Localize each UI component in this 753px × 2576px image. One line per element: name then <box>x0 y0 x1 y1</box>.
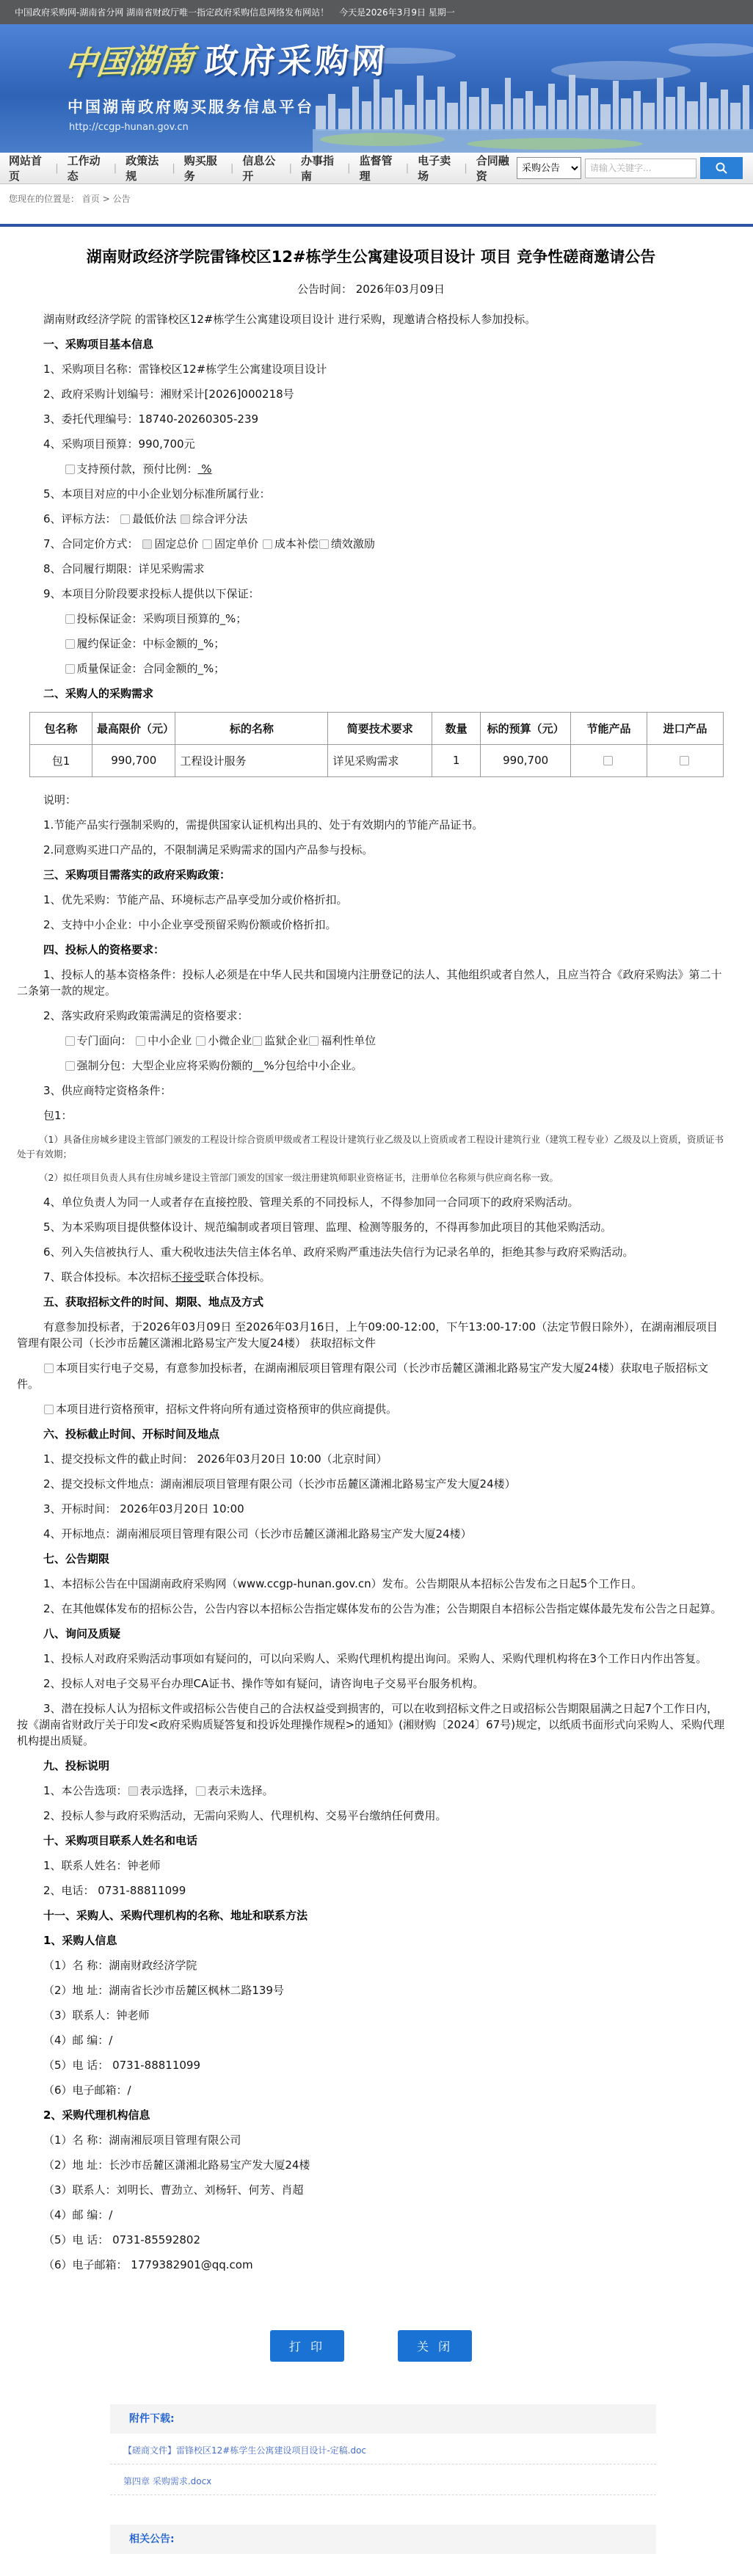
print-button[interactable]: 打 印 <box>270 2330 344 2362</box>
announcement-document <box>0 246 753 2576</box>
section-heading: 十一、采购人、采购代理机构的名称、地址和联系方法 <box>43 1908 308 1922</box>
article-paragraph: （1）具备住房城乡建设主管部门颁发的工程设计综合资质甲级或者工程设计建筑行业乙级及以上资质或者工程设计建筑行业（建筑工程专业）乙级及以上资质，资质证书处于有效期； <box>17 1133 724 1160</box>
article-paragraph: 本项目进行资格预审，招标文件将向所有通过资格预审的供应商提供。 <box>17 1397 725 1422</box>
article-paragraph: 支持预付款，预付比例： % <box>17 456 725 481</box>
article-paragraph: 2、投标人对电子交易平台办理CA证书、操作等如有疑问，请咨询电子交易平台服务机构。 <box>43 1676 484 1690</box>
nav-item-5[interactable]: 办事指南 <box>300 154 334 183</box>
checkbox-unchecked-icon <box>309 1036 319 1046</box>
breadcrumb <box>0 184 753 224</box>
section-heading: 七、公告期限 <box>43 1551 110 1565</box>
section-heading: 一、采购项目基本信息 <box>43 337 154 351</box>
section-heading: 五、获取招标文件的时间、期限、地点及方式 <box>43 1295 264 1309</box>
section-heading: 1、采购人信息 <box>43 1933 117 1947</box>
table-cell: 990,700 <box>481 744 571 776</box>
article-paragraph: 2、提交投标文件地点：湖南湘辰项目管理有限公司（长沙市岳麓区潇湘北路易宝产发大厦24楼） <box>43 1477 516 1491</box>
article-paragraph: （4）邮 编：/ <box>43 2033 113 2047</box>
article-paragraph: 4、单位负责人为同一人或者存在直接控股、管理关系的不同投标人，不得参加同一合同项下的政府采购活动。 <box>43 1195 579 1209</box>
article-paragraph: 1、联系人姓名：钟老师 <box>43 1858 161 1872</box>
checkbox-unchecked-icon <box>120 514 130 524</box>
site-logo-calligraphy: 中国湖南 <box>62 40 196 84</box>
checkbox-checked-icon <box>181 514 190 524</box>
attachment-list <box>110 2434 656 2495</box>
article-paragraph: 本项目实行电子交易，有意参加投标者，在湖南湘辰项目管理有限公司（长沙市岳麓区潇湘北路易宝产发大厦24楼）获取电子版招标文件。 <box>17 1361 709 1391</box>
checkbox-unchecked-icon <box>680 756 689 765</box>
article-paragraph: 1.节能产品实行强制采购的，需提供国家认证机构出具的、处于有效期内的节能产品证书。 <box>43 818 484 832</box>
article-paragraph: 2、电话： 0731-88811099 <box>43 1883 186 1897</box>
nav-item-0[interactable]: 网站首页 <box>9 154 43 183</box>
site-url-link[interactable]: http://ccgp-hunan.gov.cn <box>69 122 189 133</box>
article-paragraph: 3、委托代理编号：18740-20260305-239 <box>43 412 259 426</box>
column-header: 数量 <box>432 712 481 744</box>
article-paragraph: 专门面向： 中小企业 小微企业 监狱企业 福利性单位 <box>17 1028 725 1053</box>
article-paragraph: （2）地 址：湖南省长沙市岳麓区枫林二路139号 <box>43 1983 284 1997</box>
site-logo <box>62 40 753 90</box>
checkbox-unchecked-icon <box>196 1786 205 1796</box>
section-heading: 2、采购代理机构信息 <box>43 2108 150 2122</box>
search-bar <box>517 157 743 179</box>
article-paragraph: 履约保证金：中标金额的_%； <box>17 631 725 656</box>
breadcrumb-separator: > <box>102 194 110 204</box>
attachments-title: 附件下载: <box>110 2404 656 2434</box>
breadcrumb-current: 公告 <box>112 194 131 204</box>
article-paragraph: （6）电子邮箱：/ <box>43 2083 131 2097</box>
article-paragraph: （3）联系人：钟老师 <box>43 2008 150 2022</box>
platform-subtitle: 中国湖南政府购买服务信息平台 <box>68 98 314 116</box>
checkbox-checked-icon <box>142 539 152 549</box>
nav-item-8[interactable]: 合同融资 <box>476 154 509 183</box>
attachment-item <box>110 2464 656 2495</box>
article-paragraph: 2、政府采购计划编号：湘财采计[2026]000218号 <box>43 387 294 401</box>
topbar-site-note: 中国政府采购网-湖南省分网 湖南省财政厅唯一指定政府采购信息网络发布网站！ <box>15 7 330 18</box>
column-header: 简要技术要求 <box>328 712 432 744</box>
article-paragraph: 3、开标时间： 2026年03月20日 10:00 <box>43 1502 244 1516</box>
search-button[interactable] <box>700 157 743 179</box>
nav-menu <box>6 153 517 183</box>
article-paragraph: （4）邮 编：/ <box>43 2208 113 2222</box>
article-paragraph: 3、潜在投标人认为招标文件或招标公告使自己的合法权益受到损害的，可以在收到招标文件之日或招标公告期限届满之日起7个工作日内，按《湖南省财政厅关于印发<政府采购质疑答复和投诉处理操作规程>的通知》(湘财购〔2024〕67号)规定，以纸质书面形式向采购人、采购代理机构提出质疑。 <box>17 1701 725 1747</box>
search-input[interactable] <box>585 159 696 178</box>
checkbox-unchecked-icon <box>263 539 272 549</box>
article-paragraph: 6、评标方法： 最低价法 ✓综合评分法 <box>17 506 725 531</box>
table-cell: 1 <box>432 744 481 776</box>
article-paragraph: （5）电 话： 0731-85592802 <box>43 2233 201 2246</box>
article-paragraph: 包1： <box>43 1108 73 1122</box>
page-title: 湖南财政经济学院雷锋校区12#栋学生公寓建设项目设计 项目 竞争性磋商邀请公告 <box>86 248 656 266</box>
requirements-table <box>29 712 724 777</box>
table-cell <box>647 744 724 776</box>
underlined-text: 不接受 <box>171 1270 205 1284</box>
section-heading: 九、投标说明 <box>43 1758 110 1772</box>
column-header: 最高限价（元） <box>92 712 175 744</box>
topbar-date: 今天是2026年3月9日 星期一 <box>339 7 455 18</box>
section-heading: 四、投标人的资格要求： <box>43 942 165 956</box>
column-header: 标的预算（元） <box>481 712 571 744</box>
nav-item-6[interactable]: 监督管理 <box>359 154 393 183</box>
nav-separator: | <box>55 162 59 174</box>
nav-separator: | <box>230 162 234 174</box>
breadcrumb-label: 您现在的位置是： <box>9 194 80 204</box>
nav-separator: | <box>347 162 351 174</box>
article-paragraph: 5、本项目对应的中小企业划分标准所属行业： <box>43 487 271 501</box>
article-paragraph: 4、采购项目预算：990,700元 <box>43 437 195 451</box>
article-paragraph: 湖南财政经济学院 的雷锋校区12#栋学生公寓建设项目设计 进行采购，现邀请合格投标人参加投标。 <box>43 312 536 326</box>
article-paragraph: 质量保证金：合同金额的_%； <box>17 656 725 681</box>
article-paragraph: 有意参加投标者，于2026年03月09日 至2026年03月16日，上午09:00-12:00，下午13:00-17:00（法定节假日除外），在湖南湘辰项目管理有限公司（长沙市岳麓区潇湘北路易宝产发大厦24楼） 获取招标文件 <box>17 1320 718 1350</box>
article-paragraph: 说明： <box>43 793 77 807</box>
checkbox-unchecked-icon <box>203 539 212 549</box>
article-paragraph: （2）拟任项目负责人具有住房城乡建设主管部门颁发的国家一级注册建筑师职业资格证书，注册单位名称须与供应商名称一致。 <box>39 1171 559 1183</box>
section-heading: 六、投标截止时间、开标时间及地点 <box>43 1427 220 1441</box>
article-paragraph: 1、投标人的基本资格条件：投标人必须是在中华人民共和国境内注册登记的法人、其他组织或者自然人，且应当符合《政府采购法》第二十二条第一款的规定。 <box>17 967 722 997</box>
article-paragraph: 1、本公告选项： ✓ 表示选择， 表示未选择。 <box>17 1778 725 1803</box>
checkbox-unchecked-icon <box>196 1036 205 1046</box>
article-paragraph: 1、采购项目名称：雷锋校区12#栋学生公寓建设项目设计 <box>43 362 327 376</box>
article-paragraph: 1、优先采购：节能产品、环境标志产品享受加分或价格折扣。 <box>43 892 348 906</box>
article-paragraph: 8、合同履行期限：详见采购需求 <box>43 561 205 575</box>
article-paragraph: 2、在其他媒体发布的招标公告，公告内容以本招标公告指定媒体发布的公告为准；公告期限自本招标公告指定媒体最先发布公告之日起算。 <box>43 1601 722 1615</box>
breadcrumb-home-link[interactable]: 首页 <box>81 194 100 204</box>
attachments-section <box>110 2404 656 2495</box>
site-logo-title: 政府采购网 <box>203 41 390 81</box>
nav-separator: | <box>464 162 468 174</box>
article-paragraph: 7、合同定价方式： ✓固定总价 固定单价 成本补偿 绩效激励 <box>17 531 725 556</box>
table-cell: 990,700 <box>92 744 175 776</box>
column-header: 标的名称 <box>175 712 328 744</box>
section-heading: 十、采购项目联系人姓名和电话 <box>43 1833 198 1847</box>
article-paragraph: 9、本项目分阶段要求投标人提供以下保证： <box>43 586 260 600</box>
column-header: 包名称 <box>30 712 92 744</box>
article-paragraph: 6、列入失信被执行人、重大税收违法失信主体名单、政府采购严重违法失信行为记录名单的，拒绝其参与政府采购活动。 <box>43 1245 634 1259</box>
action-buttons <box>17 2330 725 2362</box>
nav-separator: | <box>113 162 117 174</box>
table-header-row <box>30 712 724 744</box>
article-paragraph: 1、提交投标文件的截止时间： 2026年03月20日 10:00（北京时间） <box>43 1452 388 1466</box>
article-paragraph: （3）联系人：刘明长、曹劲立、刘杨轩、何芳、肖超 <box>43 2183 304 2197</box>
nav-item-2[interactable]: 政策法规 <box>126 154 159 183</box>
checkbox-unchecked-icon <box>136 1036 145 1046</box>
table-cell: 工程设计服务 <box>175 744 328 776</box>
article-paragraph: 2、支持中小企业：中小企业享受预留采购份额或价格折扣。 <box>43 917 337 931</box>
checkbox-unchecked-icon <box>44 1364 54 1373</box>
nav-item-1[interactable]: 工作动态 <box>67 154 101 183</box>
checkbox-unchecked-icon <box>603 756 613 765</box>
main-nav <box>0 153 753 184</box>
search-icon <box>715 161 728 175</box>
checkbox-unchecked-icon <box>65 664 75 674</box>
nav-item-7[interactable]: 电子卖场 <box>418 154 451 183</box>
checkbox-unchecked-icon <box>252 1036 262 1046</box>
topbar <box>0 0 753 24</box>
article-paragraph: 3、供应商特定资格条件： <box>43 1083 172 1097</box>
related-title: 相关公告: <box>110 2525 656 2554</box>
checkbox-unchecked-icon <box>65 465 75 474</box>
table-cell <box>571 744 647 776</box>
section-heading: 三、采购项目需落实的政府采购政策： <box>43 867 231 881</box>
table-cell: 包1 <box>30 744 92 776</box>
article-paragraph: 2.同意购买进口产品的，不限制满足采购需求的国内产品参与投标。 <box>43 843 374 856</box>
article-paragraph: （5）电 话： 0731-88811099 <box>43 2058 201 2072</box>
article-paragraph: 4、开标地点：湖南湘辰项目管理有限公司（长沙市岳麓区潇湘北路易宝产发大厦24楼） <box>43 1527 472 1540</box>
divider <box>0 224 753 227</box>
article-paragraph: 强制分包：大型企业应将采购份额的__%分包给中小企业。 <box>17 1053 725 1078</box>
article-body <box>17 307 725 2277</box>
checkbox-unchecked-icon <box>65 614 75 624</box>
nav-separator: | <box>172 162 175 174</box>
checkbox-unchecked-icon <box>65 1036 75 1046</box>
checkbox-unchecked-icon <box>319 539 329 549</box>
article-paragraph: 2、投标人参与政府采购活动，无需向采购人、代理机构、交易平台缴纳任何费用。 <box>43 1808 447 1822</box>
article-paragraph: （1）名 称：湖南财政经济学院 <box>43 1958 197 1972</box>
article-paragraph: （2）地 址：长沙市岳麓区潇湘北路易宝产发大厦24楼 <box>43 2158 310 2172</box>
article-paragraph: 2、落实政府采购政策需满足的资格要求： <box>43 1008 249 1022</box>
attachment-link[interactable]: 第四章 采购需求.docx <box>123 2475 212 2486</box>
article-paragraph: 7、联合体投标。本次招标不接受联合体投标。 <box>43 1270 271 1284</box>
section-heading: 八、询问及质疑 <box>43 1626 121 1640</box>
close-button[interactable]: 关 闭 <box>398 2330 472 2362</box>
nav-separator: | <box>288 162 292 174</box>
nav-item-4[interactable]: 信息公开 <box>242 154 276 183</box>
related-announcements-section <box>110 2525 656 2554</box>
site-header <box>0 24 753 153</box>
article-paragraph: 1、投标人对政府采购活动事项如有疑问的，可以向采购人、采购代理机构提出询问。采购人、采购代理机构将在3个工作日内作出答复。 <box>43 1651 707 1665</box>
article-paragraph: 5、为本采购项目提供整体设计、规范编制或者项目管理、监理、检测等服务的，不得再参加此项目的其他采购活动。 <box>43 1220 612 1234</box>
column-header: 节能产品 <box>571 712 647 744</box>
checkbox-unchecked-icon <box>44 1405 54 1414</box>
table-row <box>30 744 724 776</box>
checkbox-unchecked-icon <box>65 1061 75 1071</box>
publish-time: 公告时间： 2026年03月09日 <box>297 282 445 296</box>
underlined-text: % <box>197 462 212 476</box>
checkbox-unchecked-icon <box>65 639 75 649</box>
column-header: 进口产品 <box>647 712 724 744</box>
attachment-item <box>110 2434 656 2464</box>
table-cell: 详见采购需求 <box>328 744 432 776</box>
search-category-select[interactable] <box>517 157 581 179</box>
article-paragraph: 1、本招标公告在中国湖南政府采购网（www.ccgp-hunan.gov.cn）发布。公告期限从本招标公告发布之日起5个工作日。 <box>43 1576 643 1590</box>
attachment-link[interactable]: 【磋商文件】雷锋校区12#栋学生公寓建设项目设计-定稿.doc <box>123 2445 367 2456</box>
nav-item-3[interactable]: 购买服务 <box>183 154 217 183</box>
checkbox-checked-icon <box>128 1786 138 1796</box>
article-paragraph: 投标保证金：采购项目预算的_%； <box>17 606 725 631</box>
nav-separator: | <box>405 162 410 174</box>
section-heading: 二、采购人的采购需求 <box>43 686 154 700</box>
article-paragraph: （1）名 称：湖南湘辰项目管理有限公司 <box>43 2133 241 2147</box>
article-paragraph: （6）电子邮箱： 1779382901@qq.com <box>43 2257 253 2271</box>
